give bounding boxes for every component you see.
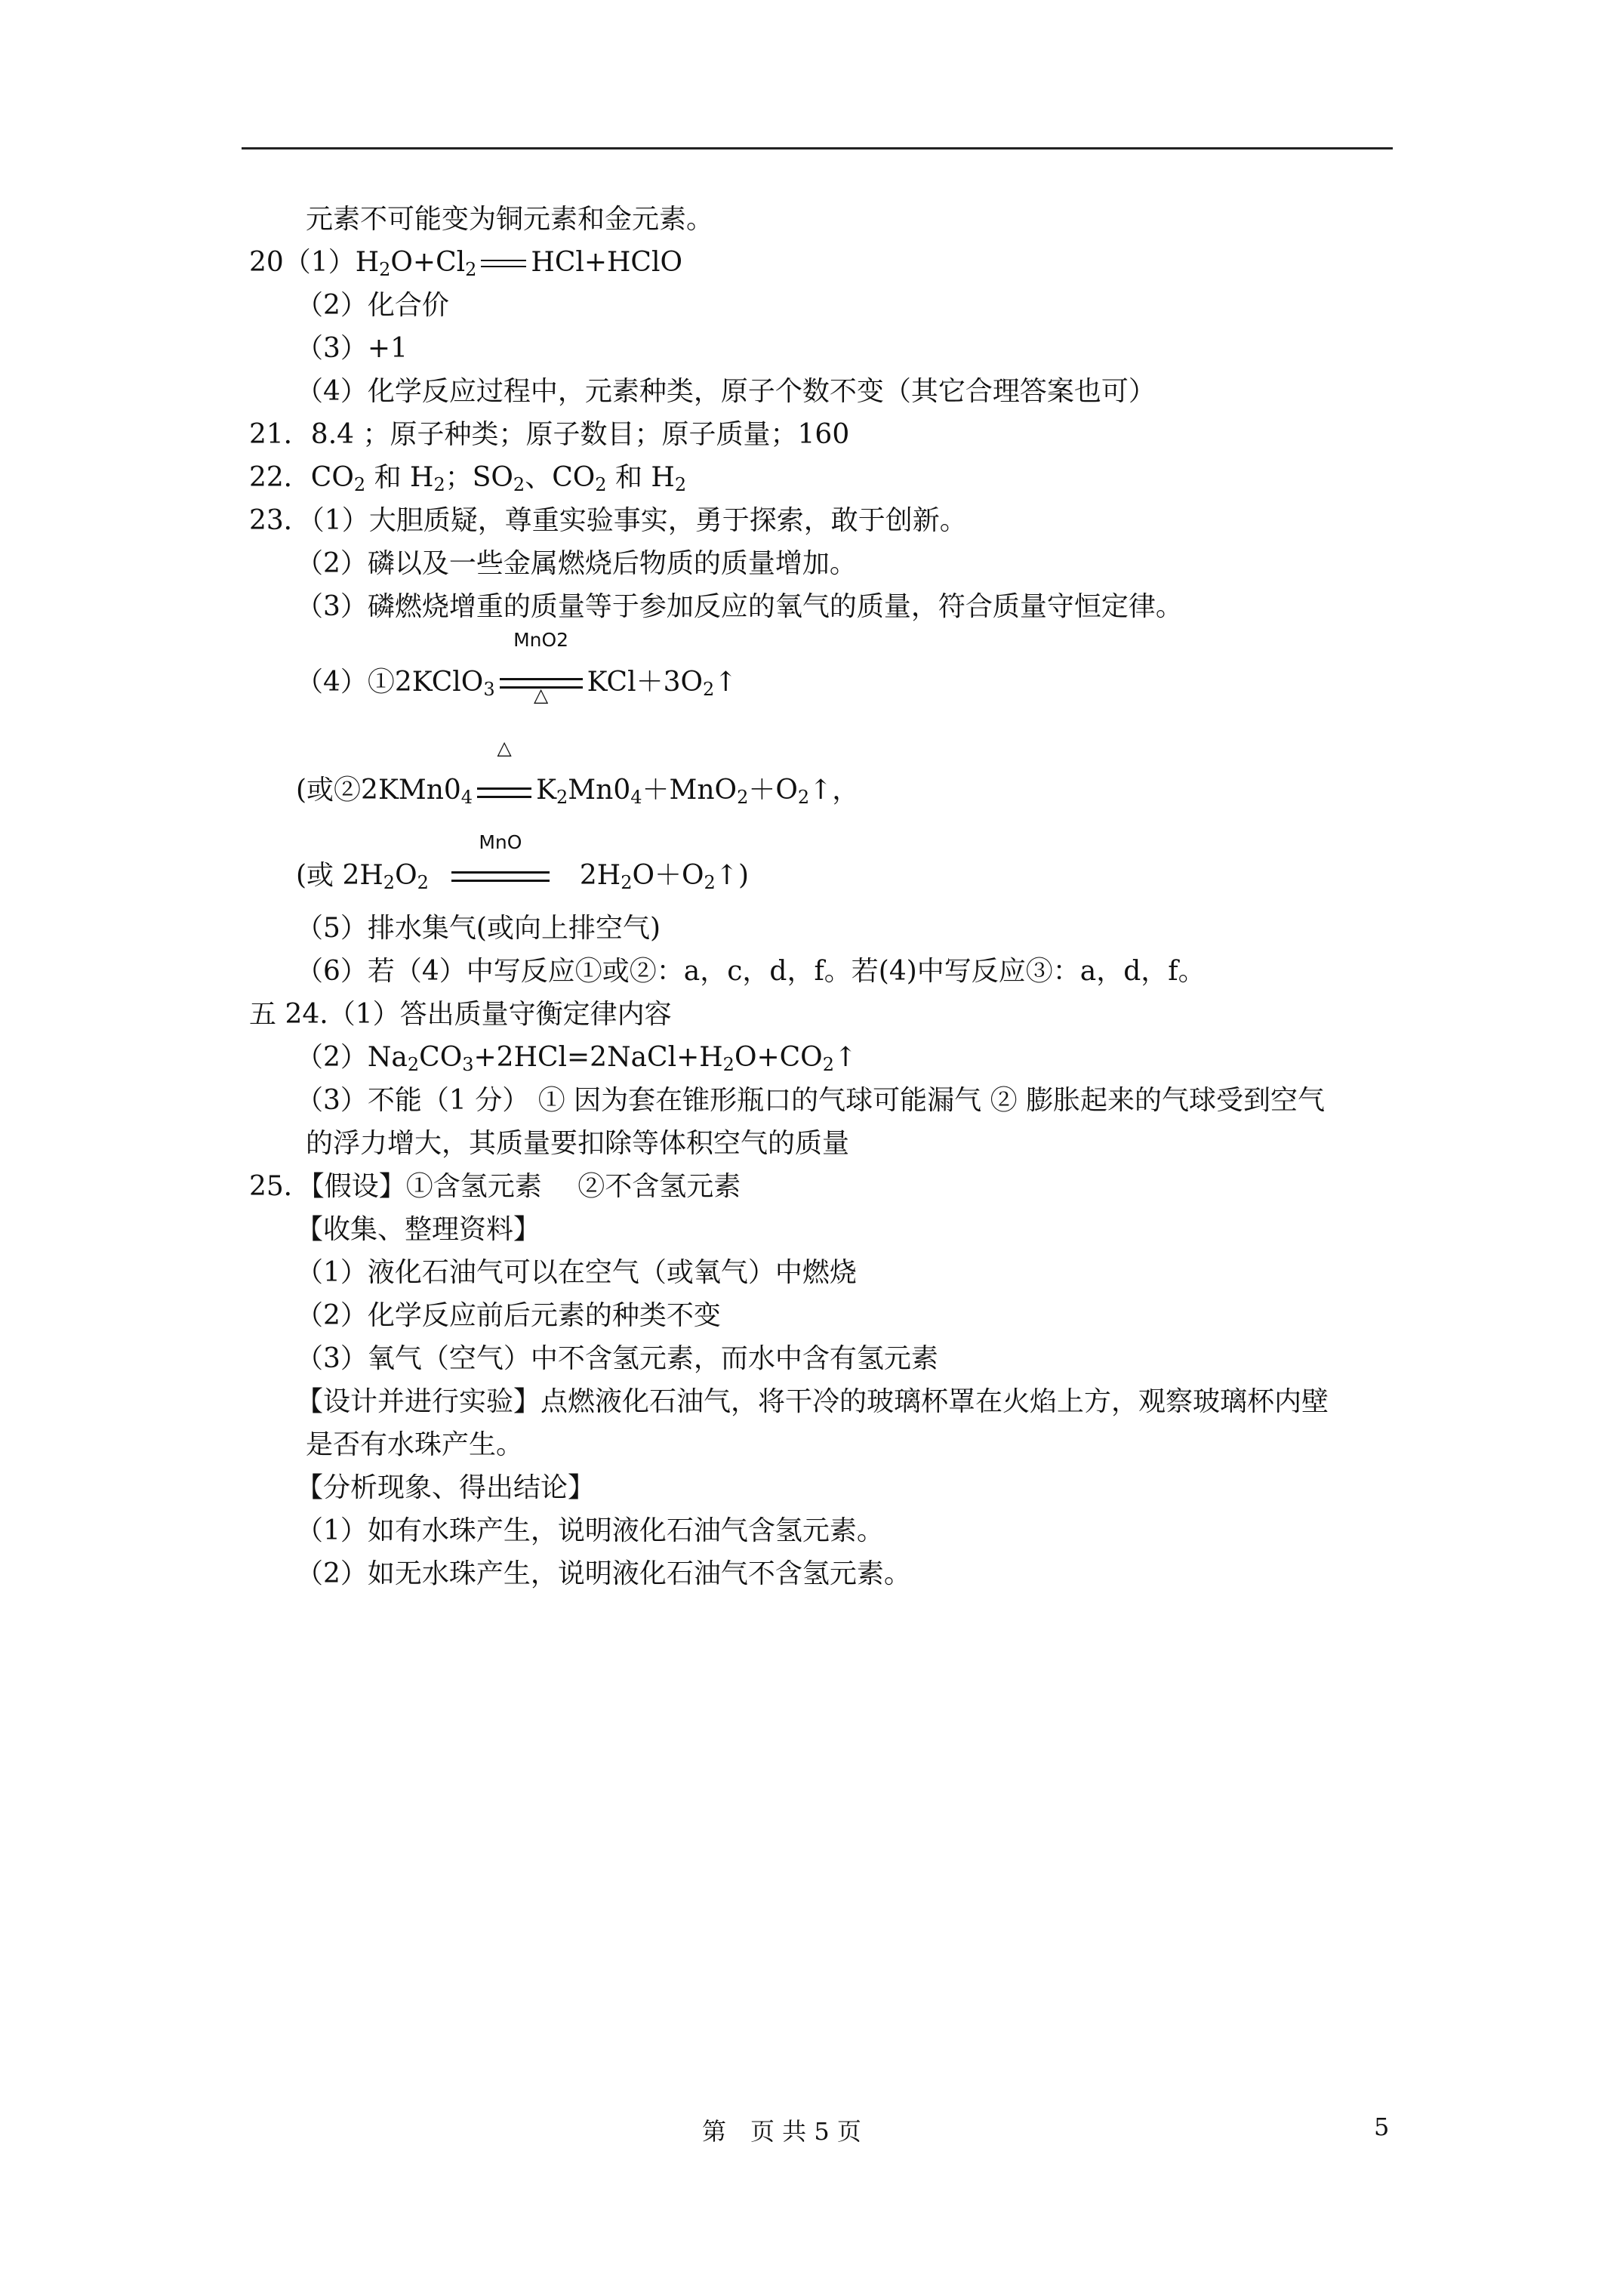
q25-result-2: （2）如无水珠产生，说明液化石油气不含氢元素。 (296, 1558, 911, 1589)
q20-answer-2: （2）化合价 (296, 290, 449, 321)
q21-answer: 21．8.4 ；原子种类；原子数目；原子质量；160 (249, 419, 850, 450)
q20-answer-3: （3）+1 (296, 333, 408, 364)
q24-answer-2: $(2)Na_2CO_3+2HCl=2NaCl+H_2O+CO_2↑$ (296, 1042, 858, 1075)
q24-answer-3: （3）不能（1 分） ① 因为套在锥形瓶口的气球可能漏气 ② 膨胀起来的气球受到空气 (296, 1085, 1326, 1116)
q20-answer-1: $20(1)H_2O+Cl_2$ HCl+HClO (249, 241, 1397, 284)
q22-answer: 22．$CO_2$ 和 $H_2$；$SO_2$、$CO_2$ 和 $H_2$ (249, 462, 687, 495)
q23-answer-3: （3）磷燃烧增重的质量等于参加反应的氧气的质量，符合质量守恒定律。 (296, 591, 1183, 622)
q25-design: 【设计并进行实验】点燃液化石油气，将干冷的玻璃杯罩在火焰上方，观察玻璃杯内壁 (296, 1386, 1329, 1417)
q24-answer-1: 五 24.（1）答出质量守衡定律内容 (249, 999, 672, 1030)
footer-page-info: 第 页 共 5 页 (702, 2117, 861, 2146)
q25-analysis-heading: 【分析现象、得出结论】 (296, 1472, 596, 1503)
q23-answer-2: （2）磷以及一些金属燃烧后物质的质量增加。 (296, 548, 857, 579)
answer-content (249, 198, 1397, 1595)
q23-equation-2: (或$②2KMn0_4$ △ $K_2Mn0_4+MnO_2+O_2↑$， (249, 736, 1397, 844)
continuation-line: 元素不可能变为铜元素和金元素。 (306, 204, 714, 235)
q23-answer-1: 23．（1）大胆质疑，尊重实验事实，勇于探索，敢于创新。 (249, 505, 967, 536)
q23-equation-3: (或 $2H_2O_2$ MnO $2H_2O+O_2↑$) (249, 844, 1397, 907)
header-rule (242, 147, 1393, 149)
q20-answer-4: （4）化学反应过程中，元素种类，原子个数不变（其它合理答案也可） (296, 376, 1156, 407)
reaction-condition-mno2-heat: MnO2 △ (500, 661, 583, 704)
reaction-condition-heat: △ (477, 769, 531, 812)
q25-hypothesis: 25．【假设】①含氢元素 ②不含氢元素 (249, 1171, 741, 1202)
reaction-condition-mno: MnO (451, 854, 550, 897)
q25-collect-heading: 【收集、整理资料】 (296, 1214, 541, 1245)
q25-collect-1: （1）液化石油气可以在空气（或氧气）中燃烧 (296, 1257, 857, 1288)
q23-answer-5: （5）排水集气(或向上排空气) (296, 913, 661, 944)
q23-equation-1: （4）①2KClO$_3$ MnO2 △ $KCl+3O_2↑$ (296, 629, 738, 706)
q24-answer-3-cont: 的浮力增大，其质量要扣除等体积空气的质量 (306, 1128, 850, 1159)
q25-collect-3: （3）氧气（空气）中不含氢元素，而水中含有氢元素 (296, 1343, 938, 1374)
q25-result-1: （1）如有水珠产生，说明液化石油气含氢元素。 (296, 1515, 884, 1546)
q23-answer-6: （6）若（4）中写反应①或②：a，c，d，f。若(4)中写反应③：a，d，f。 (296, 956, 1206, 987)
page-number: 5 (1374, 2113, 1390, 2141)
q25-collect-2: （2）化学反应前后元素的种类不变 (296, 1300, 721, 1331)
q25-design-cont: 是否有水珠产生。 (306, 1429, 524, 1460)
equals-sign (476, 241, 531, 284)
